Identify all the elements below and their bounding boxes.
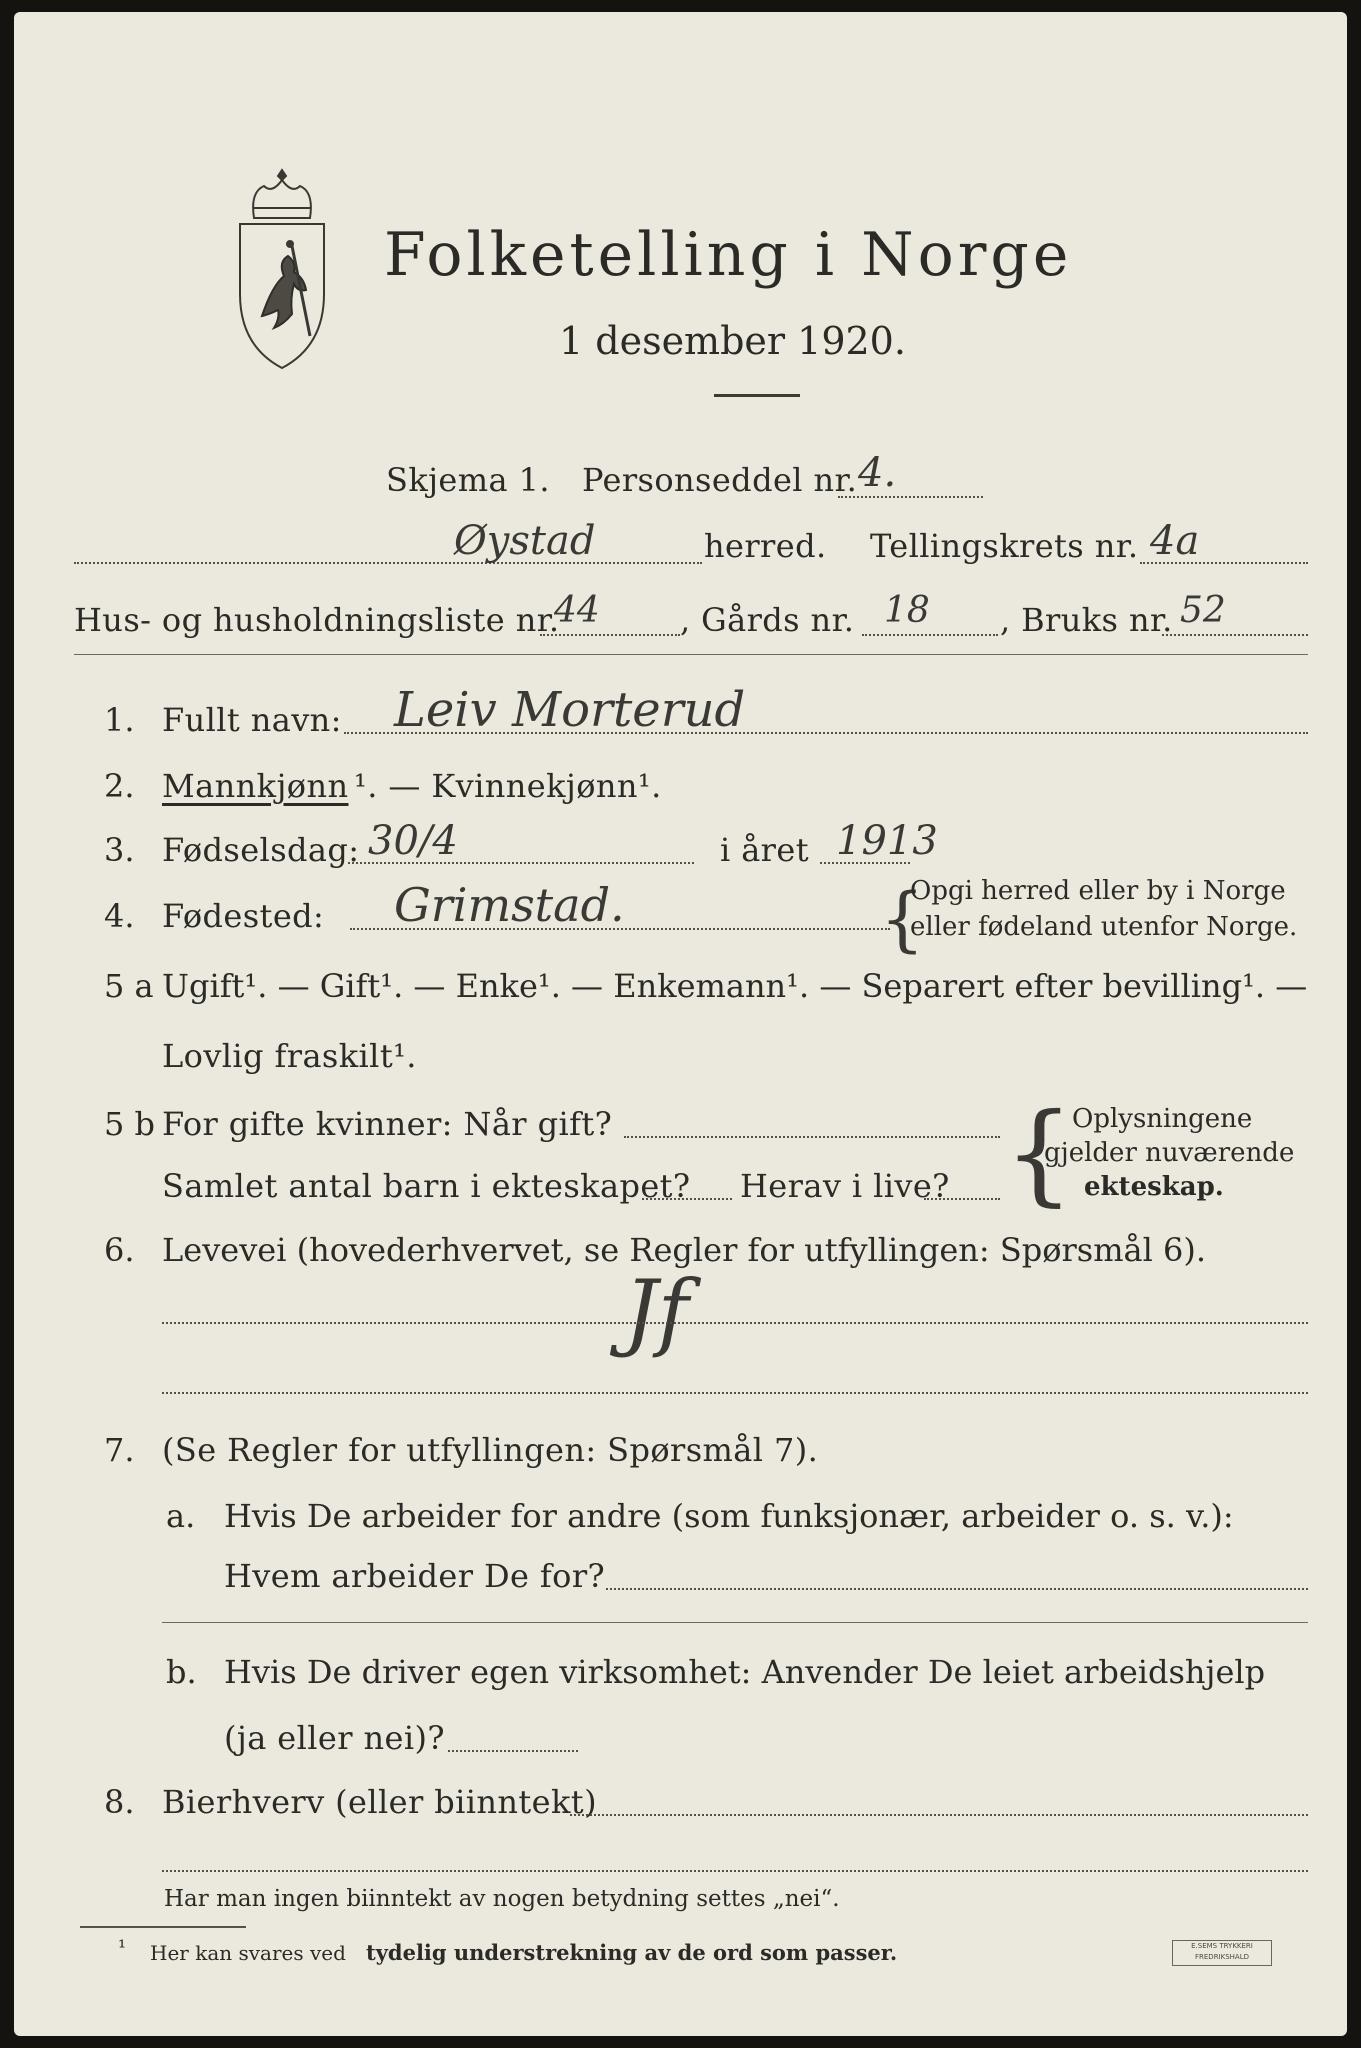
form-title: Folketelling i Norge [384, 220, 1073, 290]
printer-stamp-line2: FREDRIKSHALD [1194, 1953, 1249, 1961]
q1-label: Fullt navn: [162, 701, 342, 739]
q2-mannkjonn: Mannkjønn [162, 767, 349, 805]
q5b-note-2: gjelder nuværende [1044, 1138, 1295, 1168]
q6-number: 6. [104, 1231, 135, 1269]
q5b-line2a: Samlet antal barn i ekteskapet? [162, 1167, 691, 1205]
skjema-label: Skjema 1. [386, 461, 550, 499]
bruks-value: 52 [1180, 590, 1226, 631]
q5b-married-line [624, 1136, 1000, 1138]
personseddel-value: 4. [858, 450, 897, 496]
tellingskrets-label: Tellingskrets nr. [870, 527, 1139, 565]
hus-value: 44 [554, 590, 600, 631]
q5b-number: 5 b [104, 1105, 156, 1143]
footnote-mark: ¹ [118, 1935, 127, 1959]
q4-line [350, 928, 890, 930]
bruks-label: , Bruks nr. [1000, 601, 1173, 639]
bruks-line [1162, 634, 1308, 636]
tellingskrets-value: 4a [1150, 518, 1200, 564]
q5b-line1: For gifte kvinner: Når gift? [162, 1105, 613, 1143]
footnote-divider [80, 1926, 246, 1928]
q4-note-2: eller fødeland utenfor Norge. [910, 912, 1298, 942]
q6-label: Levevei (hovederhvervet, se Regler for utfyllingen: Spørsmål 6). [162, 1231, 1207, 1269]
footnote-text: Her kan svares ved [150, 1941, 346, 1965]
q4-number: 4. [104, 897, 135, 935]
personseddel-label: Personseddel nr. [582, 461, 858, 499]
q3-line [348, 862, 694, 864]
q7a-line2: Hvem arbeider De for? [224, 1557, 606, 1595]
q5a-line1: Ugift¹. — Gift¹. — Enke¹. — Enkemann¹. — Separert efter bevilling¹. — [162, 967, 1308, 1005]
header-underline [74, 654, 1308, 655]
herred-value: Øystad [454, 518, 596, 564]
q4-brace: { [880, 878, 925, 960]
q3-year-value: 1913 [836, 818, 938, 864]
q1-line [344, 732, 1308, 734]
q7a-letter: a. [166, 1497, 196, 1535]
q6-value: Jf [624, 1262, 689, 1360]
q1-number: 1. [104, 701, 135, 739]
q3-label: Fødselsdag: [162, 831, 360, 869]
tellingskrets-line [1140, 562, 1308, 564]
q2-number: 2. [104, 767, 135, 805]
printer-stamp-line1: E.SEMS TRYKKERI [1191, 1942, 1253, 1950]
q3-value: 30/4 [368, 818, 458, 864]
q7-number: 7. [104, 1431, 135, 1469]
q5b-note-3: ekteskap. [1084, 1172, 1224, 1202]
hus-line [540, 634, 680, 636]
coat-of-arms-icon [232, 166, 332, 376]
q7a-underline [162, 1622, 1308, 1623]
q6-line2 [162, 1392, 1308, 1394]
q7b-line2: (ja eller nei)? [224, 1719, 445, 1757]
title-divider [714, 394, 800, 397]
hus-label: Hus- og husholdningsliste nr. [74, 601, 560, 639]
q7b-letter: b. [166, 1653, 197, 1691]
q2-rest: ¹. — Kvinnekjønn¹. [354, 767, 662, 805]
herred-line [74, 562, 702, 564]
gards-line [862, 634, 998, 636]
footnote-bold: tydelig understrekning av de ord som passer. [366, 1940, 898, 1965]
q8-line1 [570, 1814, 1308, 1816]
q7a-line1: Hvis De arbeider for andre (som funksjonær, arbeider o. s. v.): [224, 1497, 1234, 1535]
q7b-line1: Hvis De driver egen virksomhet: Anvender De leiet arbeidshjelp [224, 1653, 1266, 1691]
q5a-number: 5 a [104, 967, 154, 1005]
q4-value: Grimstad. [394, 878, 625, 932]
q5b-alive-line [924, 1198, 1000, 1200]
q5b-note-1: Oplysningene [1072, 1104, 1253, 1134]
personseddel-line [838, 496, 983, 498]
q3-year-line [820, 862, 910, 864]
printer-stamp [1172, 1940, 1272, 1966]
footer-note: Har man ingen biinntekt av nogen betydning settes „nei“. [164, 1886, 840, 1912]
gards-label: , Gårds nr. [680, 601, 855, 639]
q5b-brace: { [1004, 1089, 1074, 1217]
q6-line1 [162, 1322, 1308, 1324]
q4-label: Fødested: [162, 897, 325, 935]
q3-number: 3. [104, 831, 135, 869]
q7b-line [448, 1750, 578, 1752]
q5b-line2b: Herav i live? [740, 1167, 950, 1205]
q8-number: 8. [104, 1783, 135, 1821]
q7a-line [606, 1588, 1308, 1590]
q7-label: (Se Regler for utfyllingen: Spørsmål 7). [162, 1431, 819, 1469]
q1-value: Leiv Morterud [394, 682, 746, 738]
q8-label: Bierhverv (eller biinntekt) [162, 1783, 597, 1821]
census-date: 1 desember 1920. [559, 319, 906, 363]
q8-line2 [162, 1870, 1308, 1872]
herred-label: herred. [704, 527, 827, 565]
q4-note-1: Opgi herred eller by i Norge [910, 876, 1286, 906]
census-form-sheet [14, 12, 1347, 2036]
q3-year-label: i året [720, 831, 809, 869]
q5b-children-line [642, 1198, 732, 1200]
q5a-line2: Lovlig fraskilt¹. [162, 1037, 417, 1075]
gards-value: 18 [884, 590, 930, 631]
